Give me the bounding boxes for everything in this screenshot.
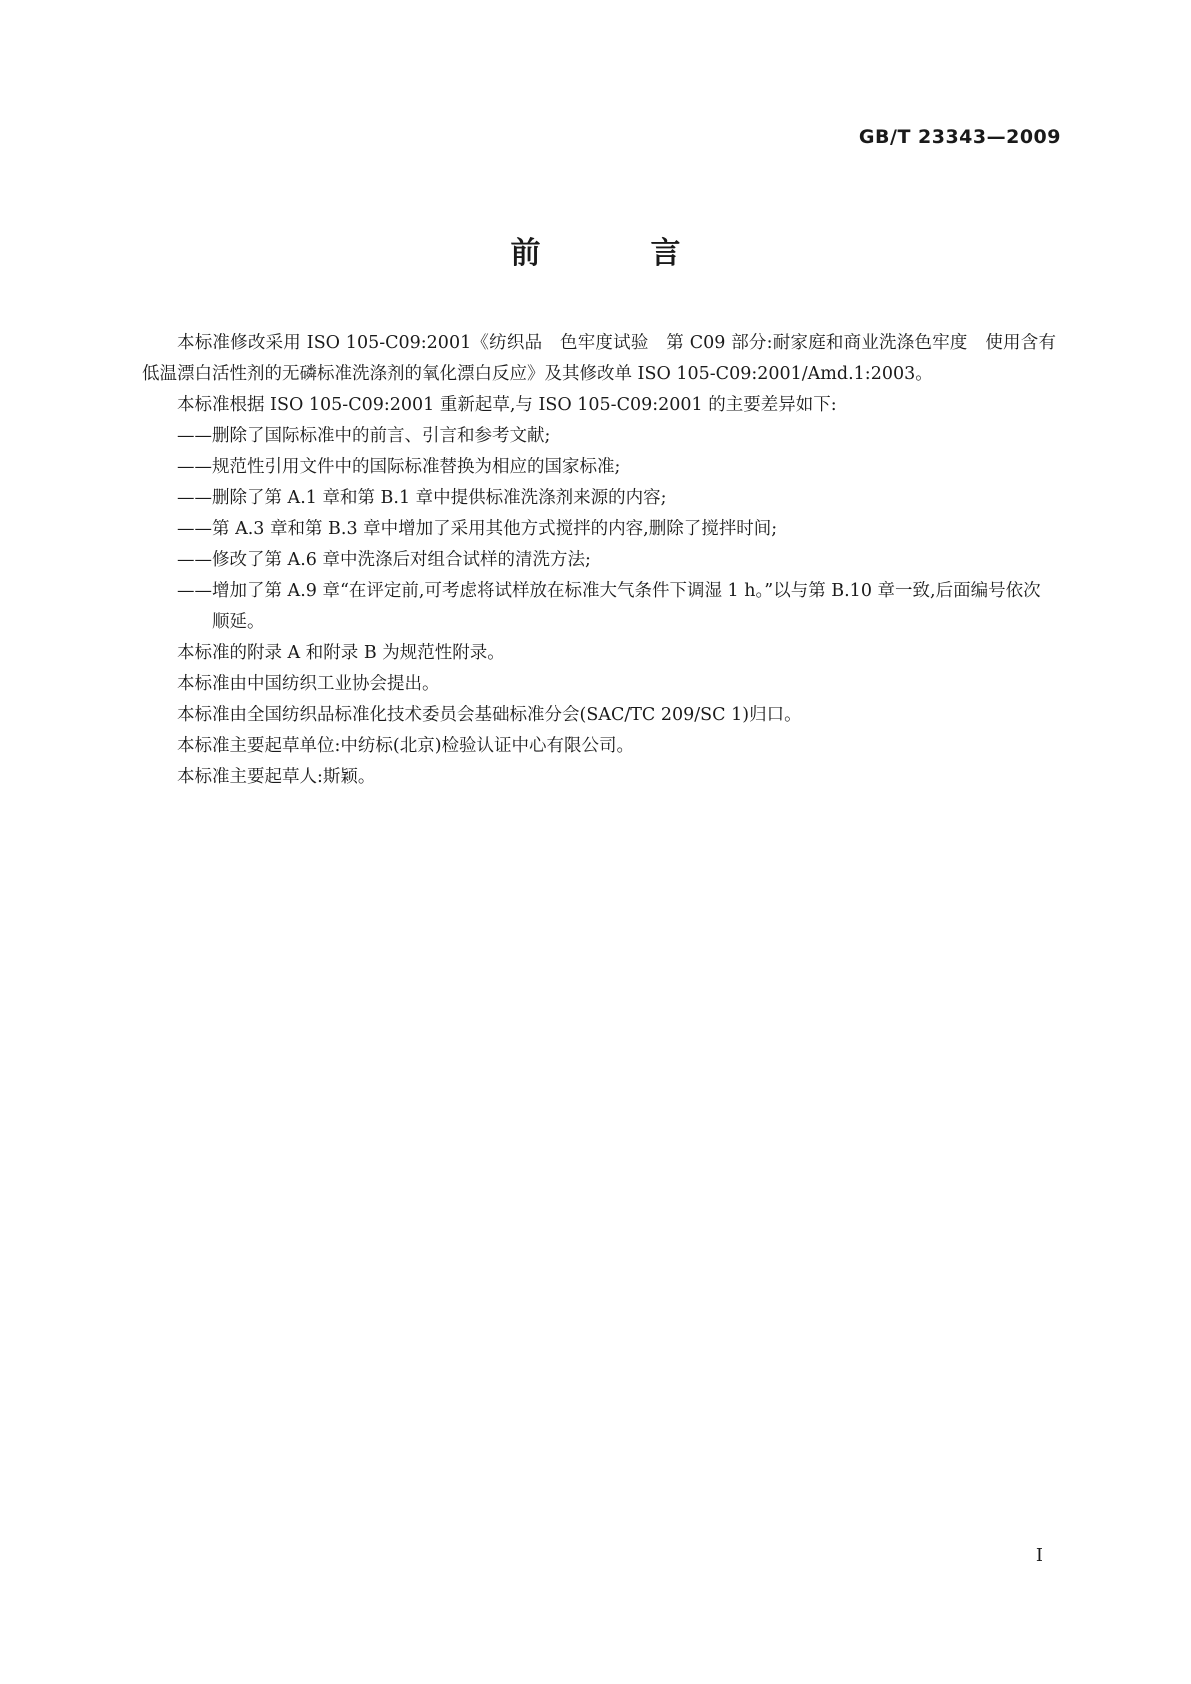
- list-item: [142, 545, 1056, 576]
- paragraph-committee: 本标准由全国纺织品标准化技术委员会基础标准分会(SAC/TC 209/SC 1)归口。: [177, 705, 802, 725]
- list-item: [142, 514, 1056, 545]
- differences-list: [142, 421, 1056, 638]
- list-item-text: 增加了第 A.9 章“在评定前,可考虑将试样放在标准大气条件下调湿 1 h。”以与第 B.10 章一致,后面编号依次顺延。: [212, 581, 1041, 632]
- page-title: 前 言: [510, 236, 721, 271]
- standard-code: GB/T 23343—2009: [858, 126, 1061, 148]
- list-item: [142, 576, 1056, 638]
- paragraph-adoption: 本标准修改采用 ISO 105-C09:2001《纺织品 色牢度试验 第 C09 部分:耐家庭和商业洗涤色牢度 使用含有低温漂白活性剂的无磷标准洗涤剂的氧化漂白反应》及其修改单 ISO 105-C09:2001/Amd.1:2003。: [142, 333, 1056, 384]
- list-item-text: 修改了第 A.6 章中洗涤后对组合试样的清洗方法;: [212, 550, 591, 570]
- list-item: [142, 483, 1056, 514]
- paragraph-differences-intro: 本标准根据 ISO 105-C09:2001 重新起草,与 ISO 105-C09:2001 的主要差异如下:: [177, 395, 837, 415]
- list-item-text: 第 A.3 章和第 B.3 章中增加了采用其他方式搅拌的内容,删除了搅拌时间;: [212, 519, 778, 539]
- page-number: I: [1035, 1545, 1043, 1566]
- list-item: [142, 421, 1056, 452]
- dash-marker: ——: [177, 581, 212, 601]
- document-body: [142, 328, 1056, 793]
- dash-marker: ——: [177, 519, 212, 539]
- list-item-text: 规范性引用文件中的国际标准替换为相应的国家标准;: [212, 457, 621, 477]
- paragraph-drafting-unit: 本标准主要起草单位:中纺标(北京)检验认证中心有限公司。: [177, 736, 635, 756]
- dash-marker: ——: [177, 457, 212, 477]
- list-item: [142, 452, 1056, 483]
- dash-marker: ——: [177, 488, 212, 508]
- list-item-text: 删除了第 A.1 章和第 B.1 章中提供标准洗涤剂来源的内容;: [212, 488, 667, 508]
- dash-marker: ——: [177, 550, 212, 570]
- paragraph-proposer: 本标准由中国纺织工业协会提出。: [177, 674, 440, 694]
- dash-marker: ——: [177, 426, 212, 446]
- paragraph-annexes: 本标准的附录 A 和附录 B 为规范性附录。: [177, 643, 505, 663]
- paragraph-drafter: 本标准主要起草人:斯颖。: [177, 767, 376, 787]
- list-item-text: 删除了国际标准中的前言、引言和参考文献;: [212, 426, 551, 446]
